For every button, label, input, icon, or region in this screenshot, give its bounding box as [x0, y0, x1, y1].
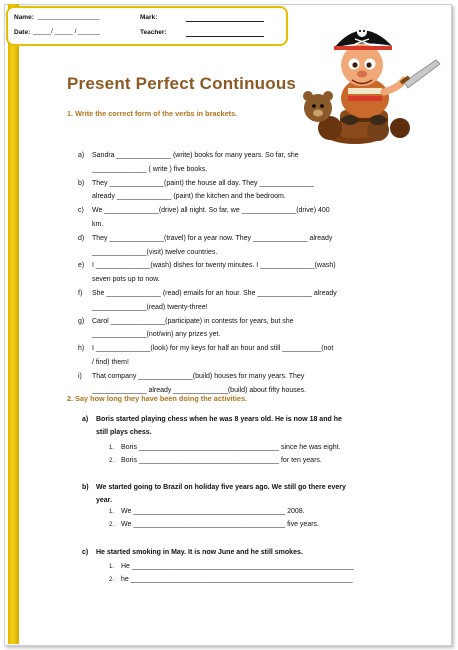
- exercise-letter: g): [78, 317, 85, 325]
- section1-heading: 1. Write the correct form of the verbs in brackets.: [67, 109, 238, 118]
- exercise-f: [78, 287, 378, 315]
- question-a: [82, 414, 382, 439]
- student-info-box: [6, 6, 288, 46]
- exercise-h: [78, 342, 378, 370]
- exercise-line[interactable]: km.: [92, 220, 104, 228]
- exercise-line[interactable]: I ______________(wash) dishes for twenty minutes. I ______________(wash): [92, 262, 336, 270]
- answer-line[interactable]: 2. We _______________________________________ five years.: [109, 521, 319, 528]
- exercise-letter: f): [78, 289, 83, 297]
- exercise-line[interactable]: / find) them!: [92, 358, 129, 366]
- exercise-line[interactable]: They ______________(paint) the house all day. They ______________: [92, 179, 314, 187]
- teacher-line[interactable]: [186, 36, 264, 37]
- question-text: still plays chess.: [96, 428, 152, 436]
- exercise-line[interactable]: ______________(read) twenty-three!: [92, 303, 208, 311]
- exercise-a: [78, 149, 378, 177]
- question-letter: a): [82, 416, 89, 423]
- yellow-side-bar: [8, 4, 19, 644]
- question-c: [82, 547, 382, 560]
- pirate-illustration: [300, 10, 446, 146]
- exercise-letter: e): [78, 262, 85, 270]
- exercise-c: [78, 204, 378, 232]
- exercise-line[interactable]: She ______________ (read) emails for an hour. She ______________ already: [92, 289, 337, 297]
- date-line[interactable]: _____/ _____ / ______: [33, 28, 100, 35]
- page-title: Present Perfect Continuous: [67, 74, 297, 93]
- question-text: He started smoking in May. It is now June and he still smokes.: [96, 549, 303, 556]
- date-label: Date:: [14, 29, 31, 36]
- exercise-line[interactable]: ______________ ( write ) five books.: [92, 165, 208, 173]
- exercise-d: [78, 232, 378, 260]
- answer-line[interactable]: 1. He _________________________________________________________: [109, 563, 354, 570]
- question-letter: b): [82, 484, 89, 491]
- name-label: Name:: [14, 14, 34, 21]
- name-line[interactable]: _________________: [38, 13, 100, 20]
- section2-heading: 2. Say how long they have been doing the activities.: [67, 394, 248, 403]
- question-text: Boris started playing chess when he was 8 years old. He is now 18 and he: [96, 416, 342, 423]
- question-text: We started going to Brazil on holiday five years ago. We still go there every: [96, 484, 346, 491]
- exercise-letter: b): [78, 179, 85, 187]
- section1-exercises: [78, 149, 378, 397]
- exercise-line[interactable]: already ______________ (paint) the kitchen and the bedroom.: [92, 193, 286, 201]
- exercise-line[interactable]: That company ______________(build) houses for many years. They: [92, 372, 305, 380]
- mark-label: Mark:: [140, 14, 158, 21]
- answer-line[interactable]: 2. he _________________________________________________________: [109, 576, 353, 583]
- mark-line[interactable]: [186, 21, 264, 22]
- exercise-letter: c): [78, 207, 84, 215]
- exercise-line[interactable]: Carol ______________(participate) in contests for years, but she: [92, 317, 294, 325]
- exercise-line[interactable]: seven pots up to now.: [92, 276, 160, 284]
- answer-line[interactable]: 2. Boris ____________________________________ for ten years.: [109, 457, 322, 464]
- exercise-line[interactable]: They ______________(travel) for a year now. They ______________ already: [92, 234, 333, 242]
- exercise-line[interactable]: I ______________(look) for my keys for half an hour and still __________(not: [92, 345, 334, 353]
- exercise-letter: a): [78, 152, 85, 159]
- exercise-line[interactable]: ______________(visit) twelve countries.: [92, 248, 218, 256]
- exercise-letter: i): [78, 372, 82, 380]
- exercise-g: [78, 315, 378, 343]
- exercise-line[interactable]: Sandra ______________ (write) books for many years. So far, she: [92, 152, 299, 159]
- exercise-b: [78, 177, 378, 205]
- exercise-letter: h): [78, 345, 85, 353]
- teacher-label: Teacher:: [140, 29, 167, 36]
- question-text: year.: [96, 496, 112, 504]
- exercise-line[interactable]: ______________(not/win) any prizes yet.: [92, 331, 221, 339]
- exercise-e: [78, 259, 378, 287]
- exercise-line[interactable]: ______________ already ______________(build) about fifty houses.: [92, 386, 307, 394]
- question-b: [82, 482, 392, 507]
- exercise-letter: d): [78, 234, 85, 242]
- answer-line[interactable]: 1. Boris ____________________________________ since he was eight.: [109, 444, 341, 451]
- question-letter: c): [82, 549, 89, 556]
- answer-line[interactable]: 1. We _______________________________________ 2008.: [109, 508, 305, 515]
- exercise-line[interactable]: We ______________(drive) all night. So far, we ______________(drive) 400: [92, 207, 330, 215]
